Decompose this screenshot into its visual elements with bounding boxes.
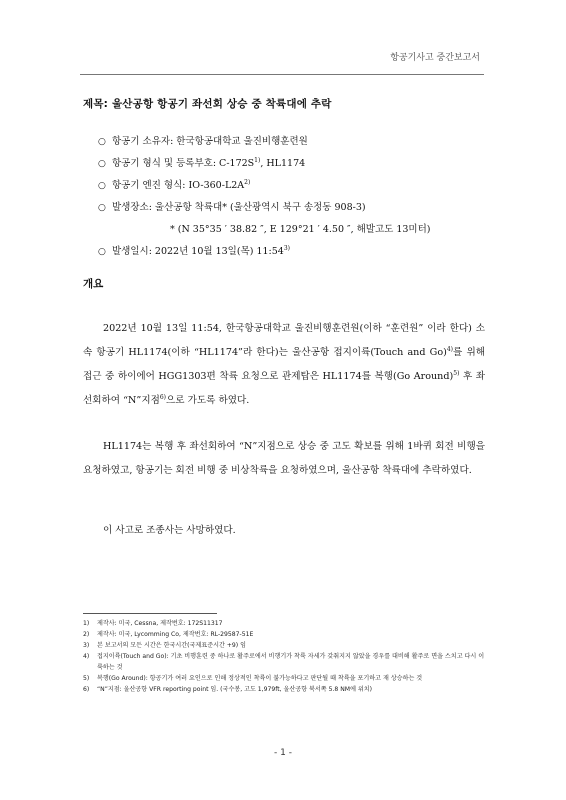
footnote-text: 본 보고서의 모든 시간은 한국시간(국제표준시간 +9) 임	[97, 642, 246, 649]
footnote-item	[83, 673, 487, 684]
overview-paragraph-3: 이 사고로 조종사는 사망하였다.	[103, 525, 236, 536]
footnote-ref-4: 4)	[446, 345, 454, 353]
fact-engine-text: 항공기 엔진 형식: IO-360-L2A	[112, 180, 245, 191]
footnote-text: “N”지점: 울산공항 VFR reporting point 임. (국수봉, 고도 1,979ft, 울산공항 북서쪽 5.8 NM에 위치)	[97, 686, 373, 693]
footnote-ref-2: 2)	[244, 178, 251, 186]
document-type-header: 항공기사고 중간보고서	[390, 53, 480, 63]
bullet-icon: ○	[98, 181, 106, 191]
header-divider	[80, 74, 484, 75]
footnote-ref-1: 1)	[254, 156, 261, 164]
bullet-icon: ○	[98, 247, 106, 257]
fact-location-text: 발생장소: 울산공항 착륙대* (울산광역시 북구 송정동 908-3)	[112, 202, 366, 213]
footnote-item	[83, 640, 487, 651]
footnote-number: 5)	[83, 675, 90, 682]
fact-model-text: 항공기 형식 및 등록부호: C-172S	[112, 158, 255, 169]
footnote-item	[83, 629, 487, 640]
overview-heading: 개요	[83, 278, 104, 290]
fact-owner	[98, 133, 498, 155]
report-title: 제목: 울산공항 항공기 좌선회 상승 중 착륙대에 추락	[83, 98, 332, 110]
footnote-item	[83, 684, 487, 695]
fact-engine	[98, 177, 498, 199]
footnote-text: 복행(Go Around): 항공기가 여러 요인으로 인해 정상적인 착륙이 불가능하다고 판단될 때 착륙을 포기하고 재 상승하는 것	[97, 675, 423, 682]
footnote-divider	[83, 613, 217, 614]
footnote-number: 4)	[83, 653, 90, 660]
overview-paragraph-2: HL1174는 복행 후 좌선회하여 “N”지점으로 상승 중 고도 확보를 위해 1바퀴 회전 비행을 요청하였고, 항공기는 회전 비행 중 비상착륙을 요청하였으며, 울산공항 착륙대에 추락하였다.	[83, 441, 485, 476]
incident-facts-list	[98, 133, 498, 265]
footnote-ref-6: 6)	[159, 393, 167, 401]
bullet-icon: ○	[98, 159, 106, 169]
footnotes-list	[83, 618, 487, 695]
footnote-number: 6)	[83, 686, 90, 693]
fact-model-registration	[98, 155, 498, 177]
footnote-number: 2)	[83, 631, 90, 638]
p1-part-c: 후 좌선회하여 “N”지점	[83, 371, 485, 406]
fact-coordinates-text: * (N 35°35 ′ 38.82 ″, E 129°21 ′ 4.50 ″, 해발고도 13미터)	[170, 224, 431, 235]
footnote-number: 1)	[83, 620, 90, 627]
fact-coordinates	[98, 221, 498, 243]
footnote-item	[83, 651, 487, 673]
footnote-text: 제작사: 미국, Lycomming Co, 제작번호: RL-29587-51E	[97, 631, 254, 638]
fact-datetime-text: 발생일시: 2022년 10월 13일(목) 11:54	[112, 246, 284, 257]
footnote-text: 제작사: 미국, Cessna, 제작번호: 172S11317	[97, 620, 223, 627]
overview-paragraph-1	[83, 317, 485, 413]
footnote-ref-3: 3)	[283, 244, 291, 252]
footnote-item	[83, 618, 487, 629]
fact-registration-text: , HL1174	[260, 158, 306, 169]
bullet-icon: ○	[98, 203, 106, 213]
page-number: - 1 -	[274, 748, 292, 758]
fact-datetime	[98, 243, 498, 265]
p1-part-b: 를 위해 접근 중 하이에어 HGG1303편 착륙 요청으로 관제탑은 HL1174를 복행(Go Around)	[83, 347, 485, 382]
footnote-ref-5: 5)	[453, 369, 460, 377]
bullet-icon: ○	[98, 137, 106, 147]
p1-part-a: 2022년 10월 13일 11:54, 한국항공대학교 울진비행훈련원(이하 “훈련원” 이라 한다) 소속 항공기 HL1174(이하 “HL1174”라 한다)는 울산공항 접지이륙(Touch and Go)	[83, 323, 485, 358]
p1-part-d: 으로 가도록 하였다.	[166, 395, 250, 406]
fact-location	[98, 199, 498, 221]
footnote-number: 3)	[83, 642, 90, 649]
footnote-text: 접지이륙(Touch and Go): 기초 비행훈련 중 하나로 활주로에서 비행기가 착륙 자세가 갖춰지지 않았을 경우를 대비해 활주로 면을 스치고 다시 이륙하는 것	[97, 653, 485, 671]
fact-owner-text: 항공기 소유자: 한국항공대학교 울진비행훈련원	[112, 136, 308, 147]
